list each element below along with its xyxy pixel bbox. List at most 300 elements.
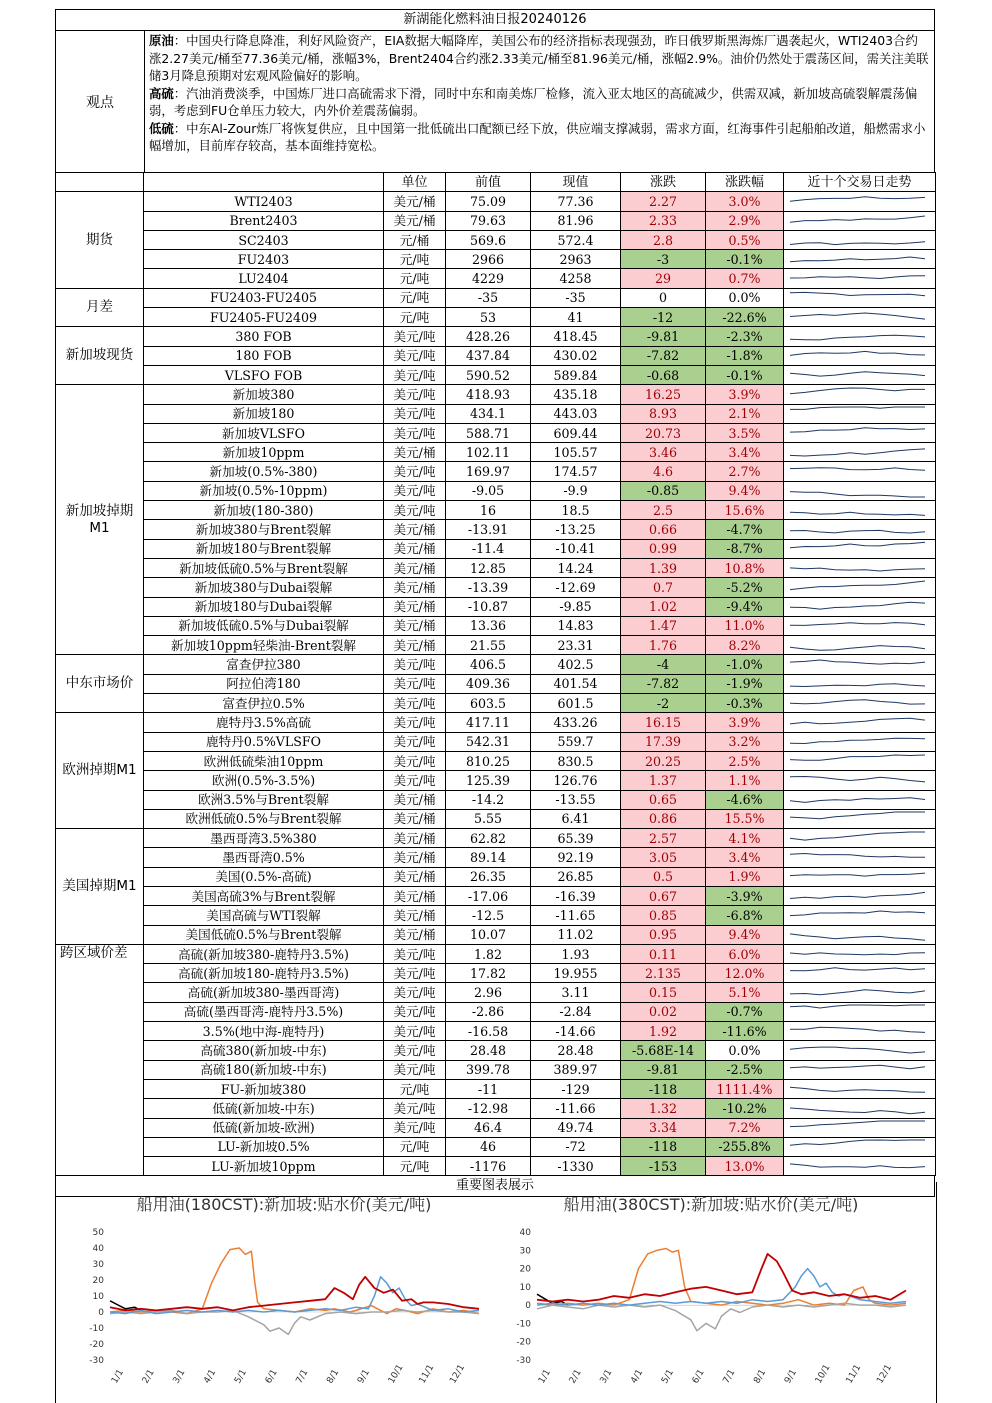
unit: 美元/吨 bbox=[384, 1099, 446, 1118]
unit: 元/吨 bbox=[384, 250, 446, 269]
change-pct: -11.6% bbox=[706, 1022, 784, 1041]
change: 1.02 bbox=[621, 597, 706, 616]
item-name: 380 FOB bbox=[144, 327, 384, 346]
sparkline-path bbox=[790, 293, 925, 296]
change: 2.5 bbox=[621, 501, 706, 520]
charts-panel bbox=[55, 1182, 937, 1403]
current-value: -13.25 bbox=[531, 520, 621, 539]
trend-sparkline bbox=[784, 385, 936, 404]
trend-sparkline bbox=[784, 269, 936, 288]
unit: 美元/吨 bbox=[384, 404, 446, 423]
table-row bbox=[56, 578, 936, 597]
sparkline-path bbox=[790, 952, 925, 954]
change-pct: 15.5% bbox=[706, 809, 784, 828]
current-value: 26.85 bbox=[531, 867, 621, 886]
change: 17.39 bbox=[621, 732, 706, 751]
x-tick-label: 3/1 bbox=[598, 1367, 615, 1386]
change: 4.6 bbox=[621, 462, 706, 481]
trend-sparkline bbox=[784, 867, 936, 886]
current-value: 601.5 bbox=[531, 694, 621, 713]
sparkline-path bbox=[790, 468, 925, 470]
sparkline-path bbox=[790, 388, 925, 394]
unit: 美元/桶 bbox=[384, 925, 446, 944]
change: 0.95 bbox=[621, 925, 706, 944]
prev-value: 26.35 bbox=[446, 867, 531, 886]
change: 1.76 bbox=[621, 636, 706, 655]
prev-value: 4229 bbox=[446, 269, 531, 288]
group-label: 期货 bbox=[56, 192, 144, 288]
sparkline-path bbox=[790, 352, 925, 356]
change-pct: -10.2% bbox=[706, 1099, 784, 1118]
change: 0.11 bbox=[621, 944, 706, 963]
change: -153 bbox=[621, 1157, 706, 1176]
change-pct: 9.4% bbox=[706, 481, 784, 500]
change: 2.57 bbox=[621, 829, 706, 848]
prev-value: 590.52 bbox=[446, 365, 531, 384]
change-pct: -1.0% bbox=[706, 655, 784, 674]
current-value: -16.39 bbox=[531, 886, 621, 905]
current-value: 126.76 bbox=[531, 771, 621, 790]
table-row bbox=[56, 925, 936, 944]
table-row bbox=[56, 655, 936, 674]
change-pct: -6.8% bbox=[706, 906, 784, 925]
table-row bbox=[56, 1041, 936, 1060]
y-tick-label: 0 bbox=[98, 1308, 104, 1318]
table-row bbox=[56, 539, 936, 558]
unit: 美元/吨 bbox=[384, 655, 446, 674]
x-tick-label: 12/1 bbox=[448, 1362, 468, 1386]
prev-value: 10.07 bbox=[446, 925, 531, 944]
item-name: FU2403 bbox=[144, 250, 384, 269]
sparkline-path bbox=[790, 892, 925, 898]
view-low-sulfur-body: ：中东Al-Zour炼厂将恢复供应，且中国第一批低硫出口配额已经下放，供应端支撑减弱，需求方面，红海事件引起船舶改道，船燃需求小幅增加，目前库存较高，基本面维持宽松。 bbox=[149, 120, 926, 153]
table-row bbox=[56, 443, 936, 462]
item-name: 新加坡低硫0.5%与Dubai裂解 bbox=[144, 616, 384, 635]
unit: 美元/桶 bbox=[384, 809, 446, 828]
unit: 元/吨 bbox=[384, 288, 446, 307]
x-tick-label: 4/1 bbox=[202, 1367, 219, 1386]
unit: 美元/桶 bbox=[384, 886, 446, 905]
current-value: 559.7 bbox=[531, 732, 621, 751]
views-section bbox=[55, 30, 935, 172]
table-row bbox=[56, 308, 936, 327]
unit: 元/桶 bbox=[384, 230, 446, 249]
change-pct: 11.0% bbox=[706, 616, 784, 635]
header-change: 涨跌 bbox=[621, 173, 706, 192]
prev-value: -14.2 bbox=[446, 790, 531, 809]
change-pct: -0.3% bbox=[706, 694, 784, 713]
unit: 元/吨 bbox=[384, 1079, 446, 1098]
chart-plot bbox=[501, 1182, 921, 1403]
unit: 元/吨 bbox=[384, 269, 446, 288]
current-value: 435.18 bbox=[531, 385, 621, 404]
item-name: 新加坡380与Brent裂解 bbox=[144, 520, 384, 539]
unit: 美元/吨 bbox=[384, 694, 446, 713]
current-value: -9.9 bbox=[531, 481, 621, 500]
sparkline-path bbox=[790, 1047, 925, 1053]
current-value: 65.39 bbox=[531, 829, 621, 848]
trend-sparkline bbox=[784, 1041, 936, 1060]
current-value: 49.74 bbox=[531, 1118, 621, 1137]
sparkline-path bbox=[790, 660, 925, 664]
unit: 元/吨 bbox=[384, 1157, 446, 1176]
change-pct: 2.5% bbox=[706, 751, 784, 770]
prev-value: 75.09 bbox=[446, 192, 531, 211]
item-name: 新加坡(0.5%-10ppm) bbox=[144, 481, 384, 500]
item-name: 新加坡380 bbox=[144, 385, 384, 404]
table-row bbox=[56, 732, 936, 751]
views-text bbox=[145, 31, 934, 172]
table-row bbox=[56, 694, 936, 713]
trend-sparkline bbox=[784, 597, 936, 616]
change-pct: 0.7% bbox=[706, 269, 784, 288]
table-row bbox=[56, 501, 936, 520]
sparkline-path bbox=[790, 1005, 925, 1008]
item-name: 180 FOB bbox=[144, 346, 384, 365]
sparkline-path bbox=[790, 623, 925, 626]
item-name: FU2405-FU2409 bbox=[144, 308, 384, 327]
change: 29 bbox=[621, 269, 706, 288]
trend-sparkline bbox=[784, 539, 936, 558]
sparkline-path bbox=[790, 755, 925, 760]
trend-sparkline bbox=[784, 230, 936, 249]
sparkline-path bbox=[790, 718, 925, 724]
change: -0.85 bbox=[621, 481, 706, 500]
change: 1.47 bbox=[621, 616, 706, 635]
prev-value: 428.26 bbox=[446, 327, 531, 346]
change: -3 bbox=[621, 250, 706, 269]
item-name: LU-新加坡10ppm bbox=[144, 1157, 384, 1176]
change-pct: 7.2% bbox=[706, 1118, 784, 1137]
prev-value: 417.11 bbox=[446, 713, 531, 732]
trend-sparkline bbox=[784, 616, 936, 635]
x-tick-label: 10/1 bbox=[386, 1362, 406, 1386]
change: 0.86 bbox=[621, 809, 706, 828]
sparkline-path bbox=[790, 798, 925, 803]
trend-sparkline bbox=[784, 809, 936, 828]
trend-sparkline bbox=[784, 211, 936, 230]
y-tick-label: 10 bbox=[92, 1292, 104, 1302]
change: 20.25 bbox=[621, 751, 706, 770]
table-row bbox=[56, 616, 936, 635]
x-tick-label: 8/1 bbox=[325, 1367, 342, 1386]
x-tick-label: 11/1 bbox=[844, 1362, 864, 1386]
header-trend: 近十个交易日走势 bbox=[784, 173, 936, 192]
current-value: -129 bbox=[531, 1079, 621, 1098]
prev-value: 399.78 bbox=[446, 1060, 531, 1079]
item-name: 美国(0.5%-高硫) bbox=[144, 867, 384, 886]
prev-value: 89.14 bbox=[446, 848, 531, 867]
table-row bbox=[56, 1137, 936, 1156]
sparkline-path bbox=[790, 1066, 925, 1070]
unit: 元/吨 bbox=[384, 1137, 446, 1156]
x-tick-label: 10/1 bbox=[813, 1362, 833, 1386]
views-label: 观点 bbox=[56, 31, 145, 172]
unit: 美元/吨 bbox=[384, 423, 446, 442]
item-name: 欧洲低硫0.5%与Brent裂解 bbox=[144, 809, 384, 828]
x-tick-label: 1/1 bbox=[110, 1367, 126, 1386]
chart-380cst-premium bbox=[501, 1182, 921, 1403]
view-high-sulfur-head: 高硫 bbox=[149, 85, 174, 101]
current-value: 1.93 bbox=[531, 944, 621, 963]
current-value: 11.02 bbox=[531, 925, 621, 944]
table-row bbox=[56, 809, 936, 828]
current-value: 18.5 bbox=[531, 501, 621, 520]
change-pct: 2.9% bbox=[706, 211, 784, 230]
sparkline-path bbox=[790, 776, 925, 781]
item-name: 新加坡380与Dubai裂解 bbox=[144, 578, 384, 597]
sparkline-path bbox=[790, 335, 925, 340]
trend-sparkline bbox=[784, 558, 936, 577]
header-blank-item bbox=[144, 173, 384, 192]
change-pct: 2.1% bbox=[706, 404, 784, 423]
series-line-3 bbox=[110, 1277, 479, 1314]
change-pct: 10.8% bbox=[706, 558, 784, 577]
unit: 美元/桶 bbox=[384, 829, 446, 848]
unit: 美元/桶 bbox=[384, 578, 446, 597]
item-name: 鹿特丹0.5%VLSFO bbox=[144, 732, 384, 751]
change-pct: -4.6% bbox=[706, 790, 784, 809]
change-pct: 1.9% bbox=[706, 867, 784, 886]
x-tick-label: 8/1 bbox=[752, 1367, 769, 1386]
trend-sparkline bbox=[784, 790, 936, 809]
change-pct: 9.4% bbox=[706, 925, 784, 944]
sparkline-path bbox=[790, 371, 925, 375]
x-tick-label: 4/1 bbox=[629, 1367, 646, 1386]
current-value: 443.03 bbox=[531, 404, 621, 423]
current-value: 41 bbox=[531, 308, 621, 327]
group-label: 跨区域价差 bbox=[56, 944, 144, 1176]
table-row bbox=[56, 423, 936, 442]
group-label: 美国掉期M1 bbox=[56, 829, 144, 945]
item-name: 高硫(新加坡380-鹿特丹3.5%) bbox=[144, 944, 384, 963]
change: 0 bbox=[621, 288, 706, 307]
series-line-1 bbox=[110, 1248, 479, 1314]
change: -118 bbox=[621, 1137, 706, 1156]
change: 3.05 bbox=[621, 848, 706, 867]
unit: 美元/吨 bbox=[384, 944, 446, 963]
sparkline-path bbox=[790, 530, 925, 533]
change: -9.81 bbox=[621, 327, 706, 346]
item-name: 新加坡VLSFO bbox=[144, 423, 384, 442]
unit: 美元/桶 bbox=[384, 616, 446, 635]
table-row bbox=[56, 1118, 936, 1137]
table-row bbox=[56, 346, 936, 365]
trend-sparkline bbox=[784, 1002, 936, 1021]
change: 16.25 bbox=[621, 385, 706, 404]
sparkline-path bbox=[790, 812, 925, 819]
trend-sparkline bbox=[784, 655, 936, 674]
change-pct: -8.7% bbox=[706, 539, 784, 558]
y-tick-label: 40 bbox=[92, 1244, 104, 1254]
y-tick-label: 50 bbox=[92, 1228, 104, 1238]
table-row bbox=[56, 385, 936, 404]
table-row bbox=[56, 1079, 936, 1098]
y-tick-label: 30 bbox=[92, 1260, 104, 1270]
unit: 美元/桶 bbox=[384, 790, 446, 809]
sparkline-path bbox=[790, 699, 925, 703]
table-row bbox=[56, 1099, 936, 1118]
x-tick-label: 2/1 bbox=[140, 1367, 157, 1386]
trend-sparkline bbox=[784, 751, 936, 770]
table-row bbox=[56, 848, 936, 867]
change: 0.5 bbox=[621, 867, 706, 886]
trend-sparkline bbox=[784, 1099, 936, 1118]
change-pct: -0.1% bbox=[706, 365, 784, 384]
table-row bbox=[56, 790, 936, 809]
unit: 美元/吨 bbox=[384, 771, 446, 790]
item-name: 高硫(新加坡180-鹿特丹3.5%) bbox=[144, 964, 384, 983]
trend-sparkline bbox=[784, 308, 936, 327]
table-row bbox=[56, 597, 936, 616]
sparkline-path bbox=[790, 1027, 925, 1032]
table-row bbox=[56, 404, 936, 423]
trend-sparkline bbox=[784, 732, 936, 751]
item-name: 富查伊拉380 bbox=[144, 655, 384, 674]
unit: 美元/桶 bbox=[384, 558, 446, 577]
current-value: 77.36 bbox=[531, 192, 621, 211]
prev-value: 21.55 bbox=[446, 636, 531, 655]
series-line-2 bbox=[110, 1310, 479, 1334]
item-name: 高硫180(新加坡-中东) bbox=[144, 1060, 384, 1079]
table-row bbox=[56, 771, 936, 790]
change-pct: 3.5% bbox=[706, 423, 784, 442]
sparkline-path bbox=[790, 216, 925, 222]
table-row bbox=[56, 636, 936, 655]
trend-sparkline bbox=[784, 346, 936, 365]
change: -2 bbox=[621, 694, 706, 713]
header-prev: 前值 bbox=[446, 173, 531, 192]
prev-value: 28.48 bbox=[446, 1041, 531, 1060]
item-name: LU2404 bbox=[144, 269, 384, 288]
change-pct: 3.4% bbox=[706, 443, 784, 462]
prev-value: 5.55 bbox=[446, 809, 531, 828]
table-row bbox=[56, 250, 936, 269]
y-tick-label: 0 bbox=[525, 1301, 531, 1312]
change: 0.15 bbox=[621, 983, 706, 1002]
change: 2.8 bbox=[621, 230, 706, 249]
sparkline-path bbox=[790, 492, 925, 497]
unit: 美元/桶 bbox=[384, 443, 446, 462]
unit: 美元/吨 bbox=[384, 674, 446, 693]
change: 3.34 bbox=[621, 1118, 706, 1137]
item-name: 3.5%(地中海-鹿特丹) bbox=[144, 1022, 384, 1041]
sparkline-path bbox=[790, 990, 925, 995]
item-name: 美国低硫0.5%与Brent裂解 bbox=[144, 925, 384, 944]
table-row bbox=[56, 713, 936, 732]
y-tick-label: -30 bbox=[89, 1356, 104, 1366]
x-tick-label: 6/1 bbox=[690, 1367, 707, 1386]
sparkline-path bbox=[790, 512, 925, 515]
x-tick-label: 2/1 bbox=[567, 1367, 584, 1386]
y-tick-label: 30 bbox=[519, 1246, 531, 1257]
prev-value: -13.39 bbox=[446, 578, 531, 597]
item-name: 新加坡(180-380) bbox=[144, 501, 384, 520]
report-title: 新湖能化燃料油日报20240126 bbox=[55, 9, 935, 30]
unit: 美元/吨 bbox=[384, 346, 446, 365]
change: -4 bbox=[621, 655, 706, 674]
current-value: 23.31 bbox=[531, 636, 621, 655]
chart-plot bbox=[74, 1182, 494, 1403]
item-name: 欧洲3.5%与Brent裂解 bbox=[144, 790, 384, 809]
change-pct: -1.9% bbox=[706, 674, 784, 693]
trend-sparkline bbox=[784, 906, 936, 925]
item-name: 美国高硫3%与Brent裂解 bbox=[144, 886, 384, 905]
chart-180cst-premium bbox=[74, 1182, 494, 1403]
item-name: 高硫380(新加坡-中东) bbox=[144, 1041, 384, 1060]
y-tick-label: -10 bbox=[516, 1319, 531, 1330]
y-tick-label: 10 bbox=[519, 1282, 531, 1293]
change: -5.68E-14 bbox=[621, 1041, 706, 1060]
current-value: -12.69 bbox=[531, 578, 621, 597]
chart-title: 船用油(180CST):新加坡:贴水价(美元/吨) bbox=[136, 1195, 432, 1214]
sparkline-path bbox=[790, 1108, 925, 1114]
prev-value: 409.36 bbox=[446, 674, 531, 693]
sparkline-path bbox=[790, 543, 925, 548]
prev-value: 810.25 bbox=[446, 751, 531, 770]
change-pct: -0.7% bbox=[706, 1002, 784, 1021]
unit: 美元/吨 bbox=[384, 732, 446, 751]
trend-sparkline bbox=[784, 964, 936, 983]
table-header-row bbox=[56, 173, 936, 192]
change-pct: -255.8% bbox=[706, 1137, 784, 1156]
item-name: VLSFO FOB bbox=[144, 365, 384, 384]
current-value: 92.19 bbox=[531, 848, 621, 867]
table-row bbox=[56, 983, 936, 1002]
unit: 美元/吨 bbox=[384, 713, 446, 732]
change: -12 bbox=[621, 308, 706, 327]
change-pct: 8.2% bbox=[706, 636, 784, 655]
trend-sparkline bbox=[784, 1137, 936, 1156]
change: -7.82 bbox=[621, 346, 706, 365]
change-pct: 3.9% bbox=[706, 713, 784, 732]
trend-sparkline bbox=[784, 713, 936, 732]
unit: 美元/吨 bbox=[384, 1060, 446, 1079]
y-tick-label: 20 bbox=[519, 1264, 531, 1275]
table-row bbox=[56, 1060, 936, 1079]
trend-sparkline bbox=[784, 1157, 936, 1176]
trend-sparkline bbox=[784, 925, 936, 944]
sparkline-path bbox=[790, 1140, 925, 1145]
y-tick-label: -20 bbox=[89, 1340, 104, 1350]
item-name: 新加坡180与Brent裂解 bbox=[144, 539, 384, 558]
change-pct: 13.0% bbox=[706, 1157, 784, 1176]
series-line-4 bbox=[110, 1277, 479, 1311]
current-value: 2963 bbox=[531, 250, 621, 269]
x-tick-label: 3/1 bbox=[171, 1367, 188, 1386]
x-tick-label: 9/1 bbox=[356, 1367, 372, 1386]
prev-value: -11 bbox=[446, 1079, 531, 1098]
item-name: 新加坡(0.5%-380) bbox=[144, 462, 384, 481]
change: 2.135 bbox=[621, 964, 706, 983]
unit: 美元/桶 bbox=[384, 597, 446, 616]
item-name: 新加坡10ppm bbox=[144, 443, 384, 462]
table-row bbox=[56, 558, 936, 577]
trend-sparkline bbox=[784, 848, 936, 867]
item-name: 美国高硫与WTI裂解 bbox=[144, 906, 384, 925]
unit: 美元/桶 bbox=[384, 520, 446, 539]
prev-value: -9.05 bbox=[446, 481, 531, 500]
prev-value: -11.4 bbox=[446, 539, 531, 558]
x-tick-label: 9/1 bbox=[783, 1367, 799, 1386]
table-row bbox=[56, 829, 936, 848]
sparkline-path bbox=[790, 241, 925, 244]
current-value: -10.41 bbox=[531, 539, 621, 558]
item-name: 新加坡低硫0.5%与Brent裂解 bbox=[144, 558, 384, 577]
prev-value: 16 bbox=[446, 501, 531, 520]
view-crude-body: ：中国央行降息降准，利好风险资产，EIA数据大幅降库，美国公布的经济指标表现强劲，昨日俄罗斯黑海炼厂遇袭起火，WTI2403合约涨2.27美元/桶至77.36美元/桶，涨幅3%，Brent2404合约涨2.33美元/桶至81.96美元/桶，涨幅2.9%。油价仍然处于震荡区间，需关注美联储3月降息预期对宏观风险偏好的影响。 bbox=[149, 33, 929, 83]
current-value: 609.44 bbox=[531, 423, 621, 442]
